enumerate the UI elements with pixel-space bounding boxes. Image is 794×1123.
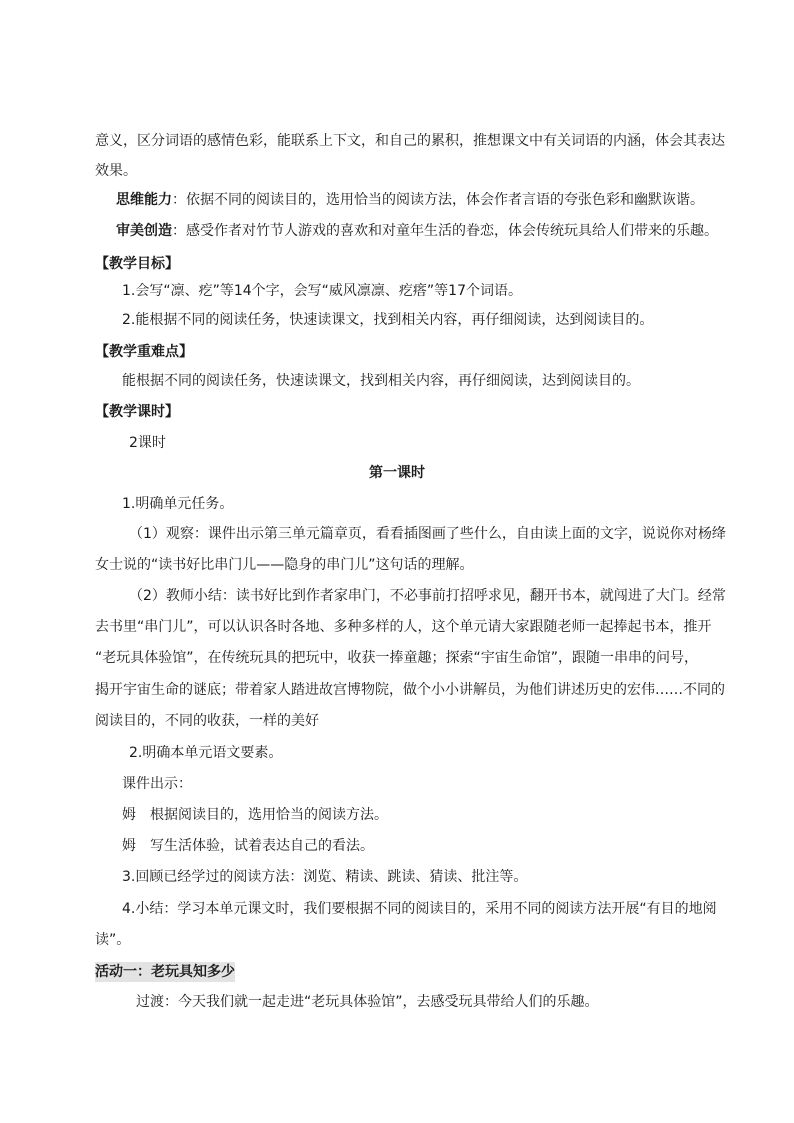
paragraph-line: 课件出示： [122, 776, 192, 792]
paragraph-thinking [116, 190, 704, 210]
section-heading-goals: 【教学目标】 [95, 256, 179, 272]
paragraph-line: 揭开宇宙生命的谜底；带着家人踏进故宫博物院，做个小小讲解员，为他们讲述历史的宏伟……不同的 [95, 682, 725, 698]
goal-item: 2.能根据不同的阅读任务，快速读课文，找到相关内容，再仔细阅读，达到阅读目的。 [122, 312, 654, 328]
bold-label: 审美创造 [116, 223, 172, 239]
paragraph-line: 4.小结：学习本单元课文时，我们要根据不同的阅读目的，采用不同的阅读方法开展“有目的地阅 [122, 901, 717, 917]
paragraph-line: 女士说的“读书好比串门儿——隐身的串门儿”这句话的理解。 [95, 557, 474, 573]
bullet-icon: 姆 [122, 838, 136, 854]
section-heading-hours: 【教学课时】 [95, 404, 179, 420]
paragraph-line: （2）教师小结：读书好比到作者家串门，不必事前打招呼求见，翻开书本，就闯进了大门。经常 [129, 588, 726, 604]
step-item: 2.明确本单元语文要素。 [129, 745, 283, 761]
activity-heading: 活动一：老玩具知多少 [95, 964, 235, 980]
paragraph-text: ：感受作者对竹节人游戏的喜欢和对童年生活的眷恋，体会传统玩具给人们带来的乐趣。 [172, 223, 718, 239]
paragraph-line: 阅读目的，不同的收获，一样的美好 [95, 713, 319, 729]
hours-text: 2课时 [129, 435, 166, 451]
paragraph-line: 意义，区分词语的感情色彩，能联系上下文，和自己的累积，推想课文中有关词语的内涵，体会其表达 [95, 133, 725, 149]
step-item: 3.回顾已经学过的阅读方法：浏览、精读、跳读、猜读、批注等。 [122, 869, 528, 885]
transition-text: 过渡：今天我们就一起走进“老玩具体验馆”，去感受玩具带给人们的乐趣。 [136, 994, 599, 1010]
paragraph-aesthetic [116, 221, 718, 241]
paragraph-line: 读”。 [95, 932, 131, 948]
key-point-text: 能根据不同的阅读任务，快速读课文，找到相关内容，再仔细阅读，达到阅读目的。 [122, 373, 640, 389]
goal-item: 1.会写“凛、疙”等14个字，会写“威风凛凛、疙瘩”等17个词语。 [122, 283, 522, 299]
paragraph-line: “老玩具体验馆”，在传统玩具的把玩中，收获一捧童趣；探索“宇宙生命馆”，跟随一串串的问号， [95, 650, 699, 666]
section-heading-key-points: 【教学重难点】 [95, 344, 193, 360]
bullet-item [122, 805, 388, 825]
paragraph-line: 去书里“串门儿”，可以认识各时各地、多种多样的人，这个单元请大家跟随老师一起捧起书本，推开 [95, 619, 712, 635]
bullet-text: 写生活体验，试着表达自己的看法。 [150, 838, 374, 854]
bullet-text: 根据阅读目的，选用恰当的阅读方法。 [150, 807, 388, 823]
bullet-icon: 姆 [122, 807, 136, 823]
section-title: 第一课时 [369, 465, 425, 481]
paragraph-line: 效果。 [95, 163, 137, 179]
bullet-item [122, 836, 374, 856]
paragraph-line: （1）观察：课件出示第三单元篇章页，看看插图画了些什么，自由读上面的文字，说说你对杨绛 [129, 526, 726, 542]
bold-label: 思维能力 [116, 192, 172, 208]
paragraph-text: ：依据不同的阅读目的，选用恰当的阅读方法，体会作者言语的夸张色彩和幽默诙谐。 [172, 192, 704, 208]
step-item: 1.明确单元任务。 [122, 496, 234, 512]
